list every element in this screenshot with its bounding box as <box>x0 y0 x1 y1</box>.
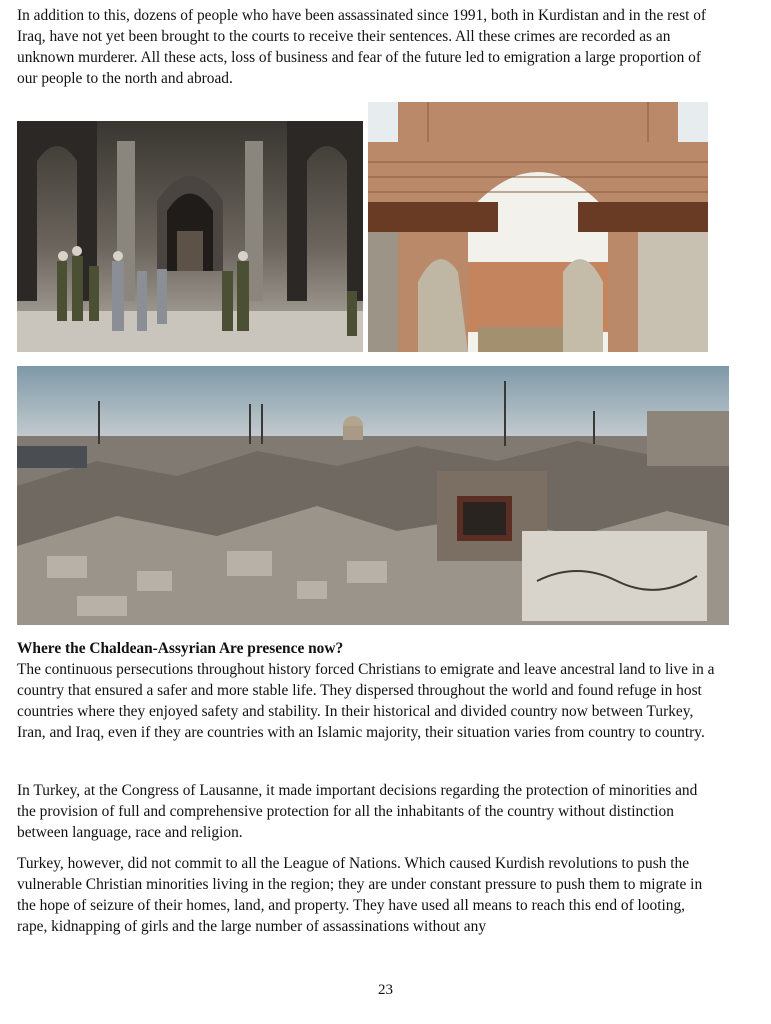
intro-paragraph: In addition to this, dozens of people who have been assassinated since 1991, both in Kurdistan and in the rest of Iraq, have not yet been brought to the courts to receive their sentences. All these crimes are recorded as an unknown murderer. All these acts, loss of business and fear of the future led to emigration a large proportion of our people to the north and abroad. <box>17 7 707 87</box>
page-number: 23 <box>378 982 393 998</box>
body-paragraph-1: The continuous persecutions throughout history forced Christians to emigrate and leave ancestral land to live in a country that ensured a safer and more stable life. They dispersed throughout the world and found refuge in host countries where they enjoyed safety and stability. In their historical and divided country now between Turkey, Iran, and Iraq, even if they are countries with an Islamic majority, their situation varies from country to country. <box>17 661 715 741</box>
ruined-gate-photo <box>368 102 708 352</box>
destroyed-town-photo <box>17 366 729 625</box>
body-paragraph-2: In Turkey, at the Congress of Lausanne, it made important decisions regarding the protection of minorities and the provision of full and comprehensive protection for all the inhabitants of the country without distinction between language, race and religion. <box>17 782 698 841</box>
body-paragraph-3: Turkey, however, did not commit to all the League of Nations. Which caused Kurdish revolutions to push the vulnerable Christian minorities living in the region; they are under constant pressure to push them to migrate in the hope of seizure of their homes, land, and property. They have used all means to reach this end of looting, rape, kidnapping of girls and the large number of assassinations without any <box>17 855 703 935</box>
damaged-church-interior-photo <box>17 121 363 352</box>
section-heading: Where the Chaldean-Assyrian Are presence now? <box>17 640 344 657</box>
